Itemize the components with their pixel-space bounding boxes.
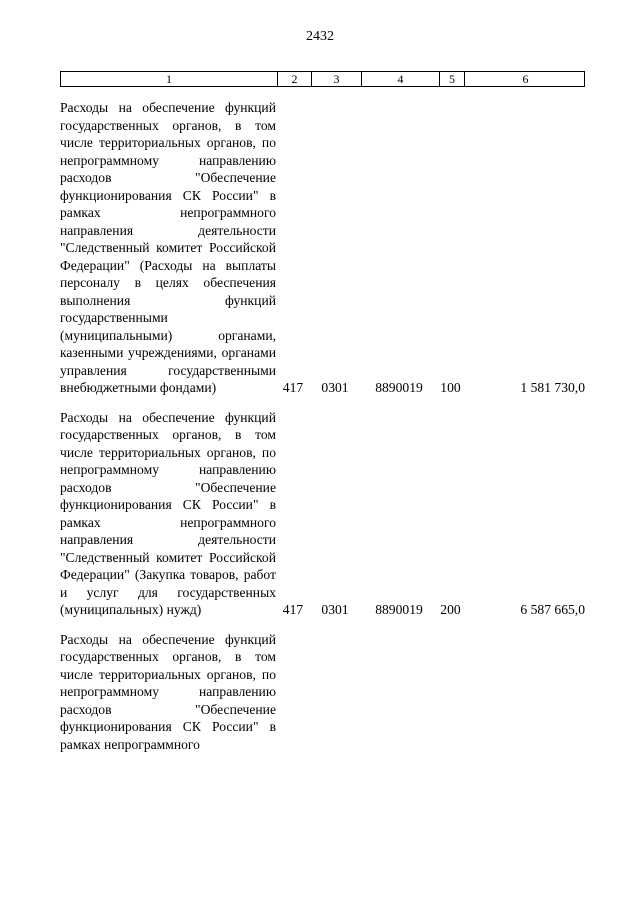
header-cell-3: 3	[311, 72, 361, 86]
header-cell-1: 1	[166, 72, 172, 86]
row-description: Расходы на обеспечение функций государственных органов, в том числе территориальных органов, по непрограммному направлению расходов "Обеспечение функционирования СК России" в рамках непрограммного направления деятельности "Следственный комитет Российской Федерации" (Расходы на выплаты персоналу в целях обеспечения выполнения функций государственными (муниципальными) органами, казенными учреждениями, органами управления государственными внебюджетными фондами)	[60, 100, 276, 395]
row-amount-cell: 6 587 665,0	[520, 602, 585, 617]
row-code-cell: 200	[440, 602, 461, 617]
row-code-cell: 8890019	[375, 380, 423, 395]
row-code-cell: 100	[440, 380, 461, 395]
header-cell-4: 4	[361, 72, 439, 86]
row-code-cell: 417	[282, 602, 304, 617]
row-description: Расходы на обеспечение функций государственных органов, в том числе территориальных органов, по непрограммному направлению расходов "Обеспечение функционирования СК России" в рамках непрограммного	[60, 631, 276, 752]
row-code-cell: 417	[282, 380, 304, 395]
header-cell-5: 5	[439, 72, 464, 86]
table-row	[60, 631, 585, 754]
row-amount-cell: 1 581 730,0	[520, 380, 585, 395]
header-cell-2: 2	[277, 72, 311, 86]
header-cell-6: 6	[464, 72, 586, 86]
table-header-row	[60, 71, 585, 87]
row-code-cell: 0301	[321, 602, 349, 617]
budget-table	[60, 71, 585, 753]
table-row	[60, 99, 585, 397]
table-row	[60, 409, 585, 619]
row-code-cell: 0301	[321, 380, 349, 395]
page-number: 2432	[306, 29, 334, 44]
row-code-cell: 8890019	[375, 602, 423, 617]
row-description: Расходы на обеспечение функций государственных органов, в том числе территориальных органов, по непрограммному направлению расходов "Обеспечение функционирования СК России" в рамках непрограммного направления деятельности "Следственный комитет Российской Федерации" (Закупка товаров, работ и услуг для государственных (муниципальных) нужд)	[60, 409, 276, 617]
